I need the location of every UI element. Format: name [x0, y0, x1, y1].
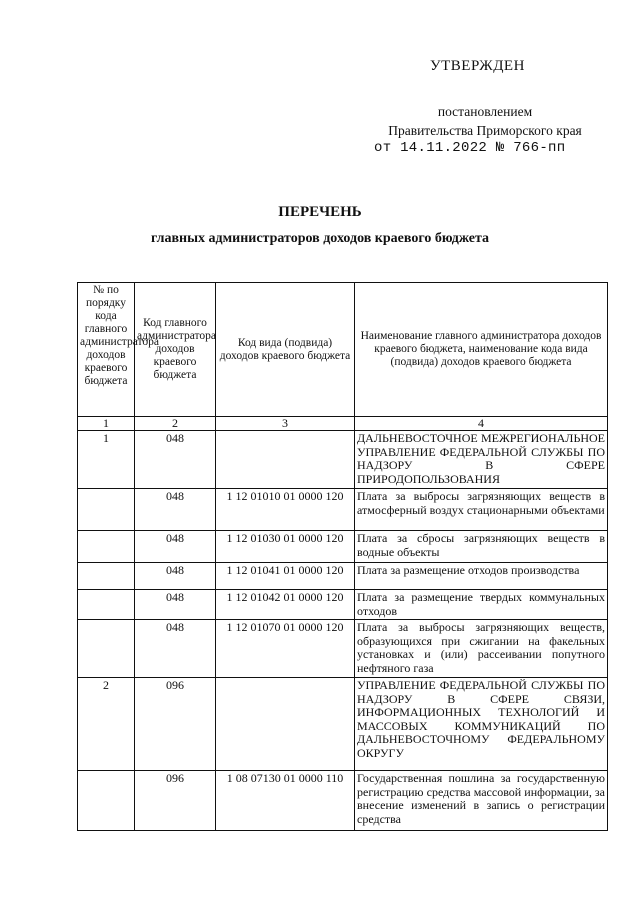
- row-income-code: 1 12 01010 01 0000 120: [216, 489, 355, 531]
- table-row: [78, 431, 608, 489]
- table-row: [78, 590, 608, 620]
- column-number: 3: [216, 417, 355, 431]
- row-income-code: 1 12 01030 01 0000 120: [216, 531, 355, 563]
- header-admin-code: Код главного администратора доходов краевого бюджета: [135, 283, 216, 417]
- approval-date: от 14.11.2022 № 766-пп: [374, 140, 566, 156]
- column-number: 2: [135, 417, 216, 431]
- table-header-row: [78, 283, 608, 417]
- row-income-code: 1 12 01070 01 0000 120: [216, 620, 355, 678]
- row-admin-code: 048: [135, 489, 216, 531]
- row-number: [78, 531, 135, 563]
- row-name: Государственная пошлина за государственную регистрацию средства массовой информации, за внесение изменений в запись о регистрации средства: [355, 771, 608, 831]
- row-name: ДАЛЬНЕВОСТОЧНОЕ МЕЖРЕГИОНАЛЬНОЕ УПРАВЛЕНИЕ ФЕДЕРАЛЬНОЙ СЛУЖБЫ ПО НАДЗОРУ В СФЕРЕ ПРИРОДОПОЛЬЗОВАНИЯ: [355, 431, 608, 489]
- row-number: 1: [78, 431, 135, 489]
- row-number: [78, 590, 135, 620]
- row-admin-code: 096: [135, 771, 216, 831]
- row-number: [78, 620, 135, 678]
- row-number: [78, 563, 135, 590]
- administrators-table: [77, 282, 608, 831]
- row-name: Плата за сбросы загрязняющих веществ в водные объекты: [355, 531, 608, 563]
- column-numbers-row: [78, 417, 608, 431]
- row-income-code: [216, 431, 355, 489]
- row-number: 2: [78, 678, 135, 771]
- row-admin-code: 096: [135, 678, 216, 771]
- row-income-code: [216, 678, 355, 771]
- table-row: [78, 531, 608, 563]
- row-name: Плата за размещение отходов производства: [355, 563, 608, 590]
- row-name: Плата за выбросы загрязняющих веществ в атмосферный воздух стационарными объектами: [355, 489, 608, 531]
- column-number: 4: [355, 417, 608, 431]
- row-admin-code: 048: [135, 620, 216, 678]
- row-number: [78, 771, 135, 831]
- document-title: ПЕРЕЧЕНЬ: [278, 204, 362, 220]
- row-admin-code: 048: [135, 531, 216, 563]
- table-row: [78, 563, 608, 590]
- table-row: [78, 620, 608, 678]
- table-row: [78, 771, 608, 831]
- approval-line-2: Правительства Приморского края: [388, 123, 582, 138]
- approval-block: [360, 102, 610, 140]
- row-number: [78, 489, 135, 531]
- row-admin-code: 048: [135, 590, 216, 620]
- document-subtitle: главных администраторов доходов краевого бюджета: [150, 231, 490, 246]
- row-income-code: 1 12 01041 01 0000 120: [216, 563, 355, 590]
- row-income-code: 1 08 07130 01 0000 110: [216, 771, 355, 831]
- header-income-code: Код вида (подвида) доходов краевого бюджета: [216, 283, 355, 417]
- row-name: Плата за выбросы загрязняющих веществ, образующихся при сжигании на факельных установках и (или) рассеивании попутного нефтяного газа: [355, 620, 608, 678]
- row-income-code: 1 12 01042 01 0000 120: [216, 590, 355, 620]
- header-order-number: № по порядку кода главного администратора доходов краевого бюджета: [78, 283, 135, 417]
- approval-line-1: постановлением: [437, 104, 533, 119]
- table-row: [78, 489, 608, 531]
- header-name: Наименование главного администратора доходов краевого бюджета, наименование кода вида (подвида) доходов краевого бюджета: [355, 283, 608, 417]
- row-admin-code: 048: [135, 431, 216, 489]
- table-row: [78, 678, 608, 771]
- column-number: 1: [78, 417, 135, 431]
- row-admin-code: 048: [135, 563, 216, 590]
- row-name: УПРАВЛЕНИЕ ФЕДЕРАЛЬНОЙ СЛУЖБЫ ПО НАДЗОРУ В СФЕРЕ СВЯЗИ, ИНФОРМАЦИОННЫХ ТЕХНОЛОГИЙ И МАССОВЫХ КОММУНИКАЦИЙ ПО ДАЛЬНЕВОСТОЧНОМУ ФЕДЕРАЛЬНОМУ ОКРУГУ: [355, 678, 608, 771]
- approval-title: УТВЕРЖДЕН: [430, 58, 525, 74]
- row-name: Плата за размещение твердых коммунальных отходов: [355, 590, 608, 620]
